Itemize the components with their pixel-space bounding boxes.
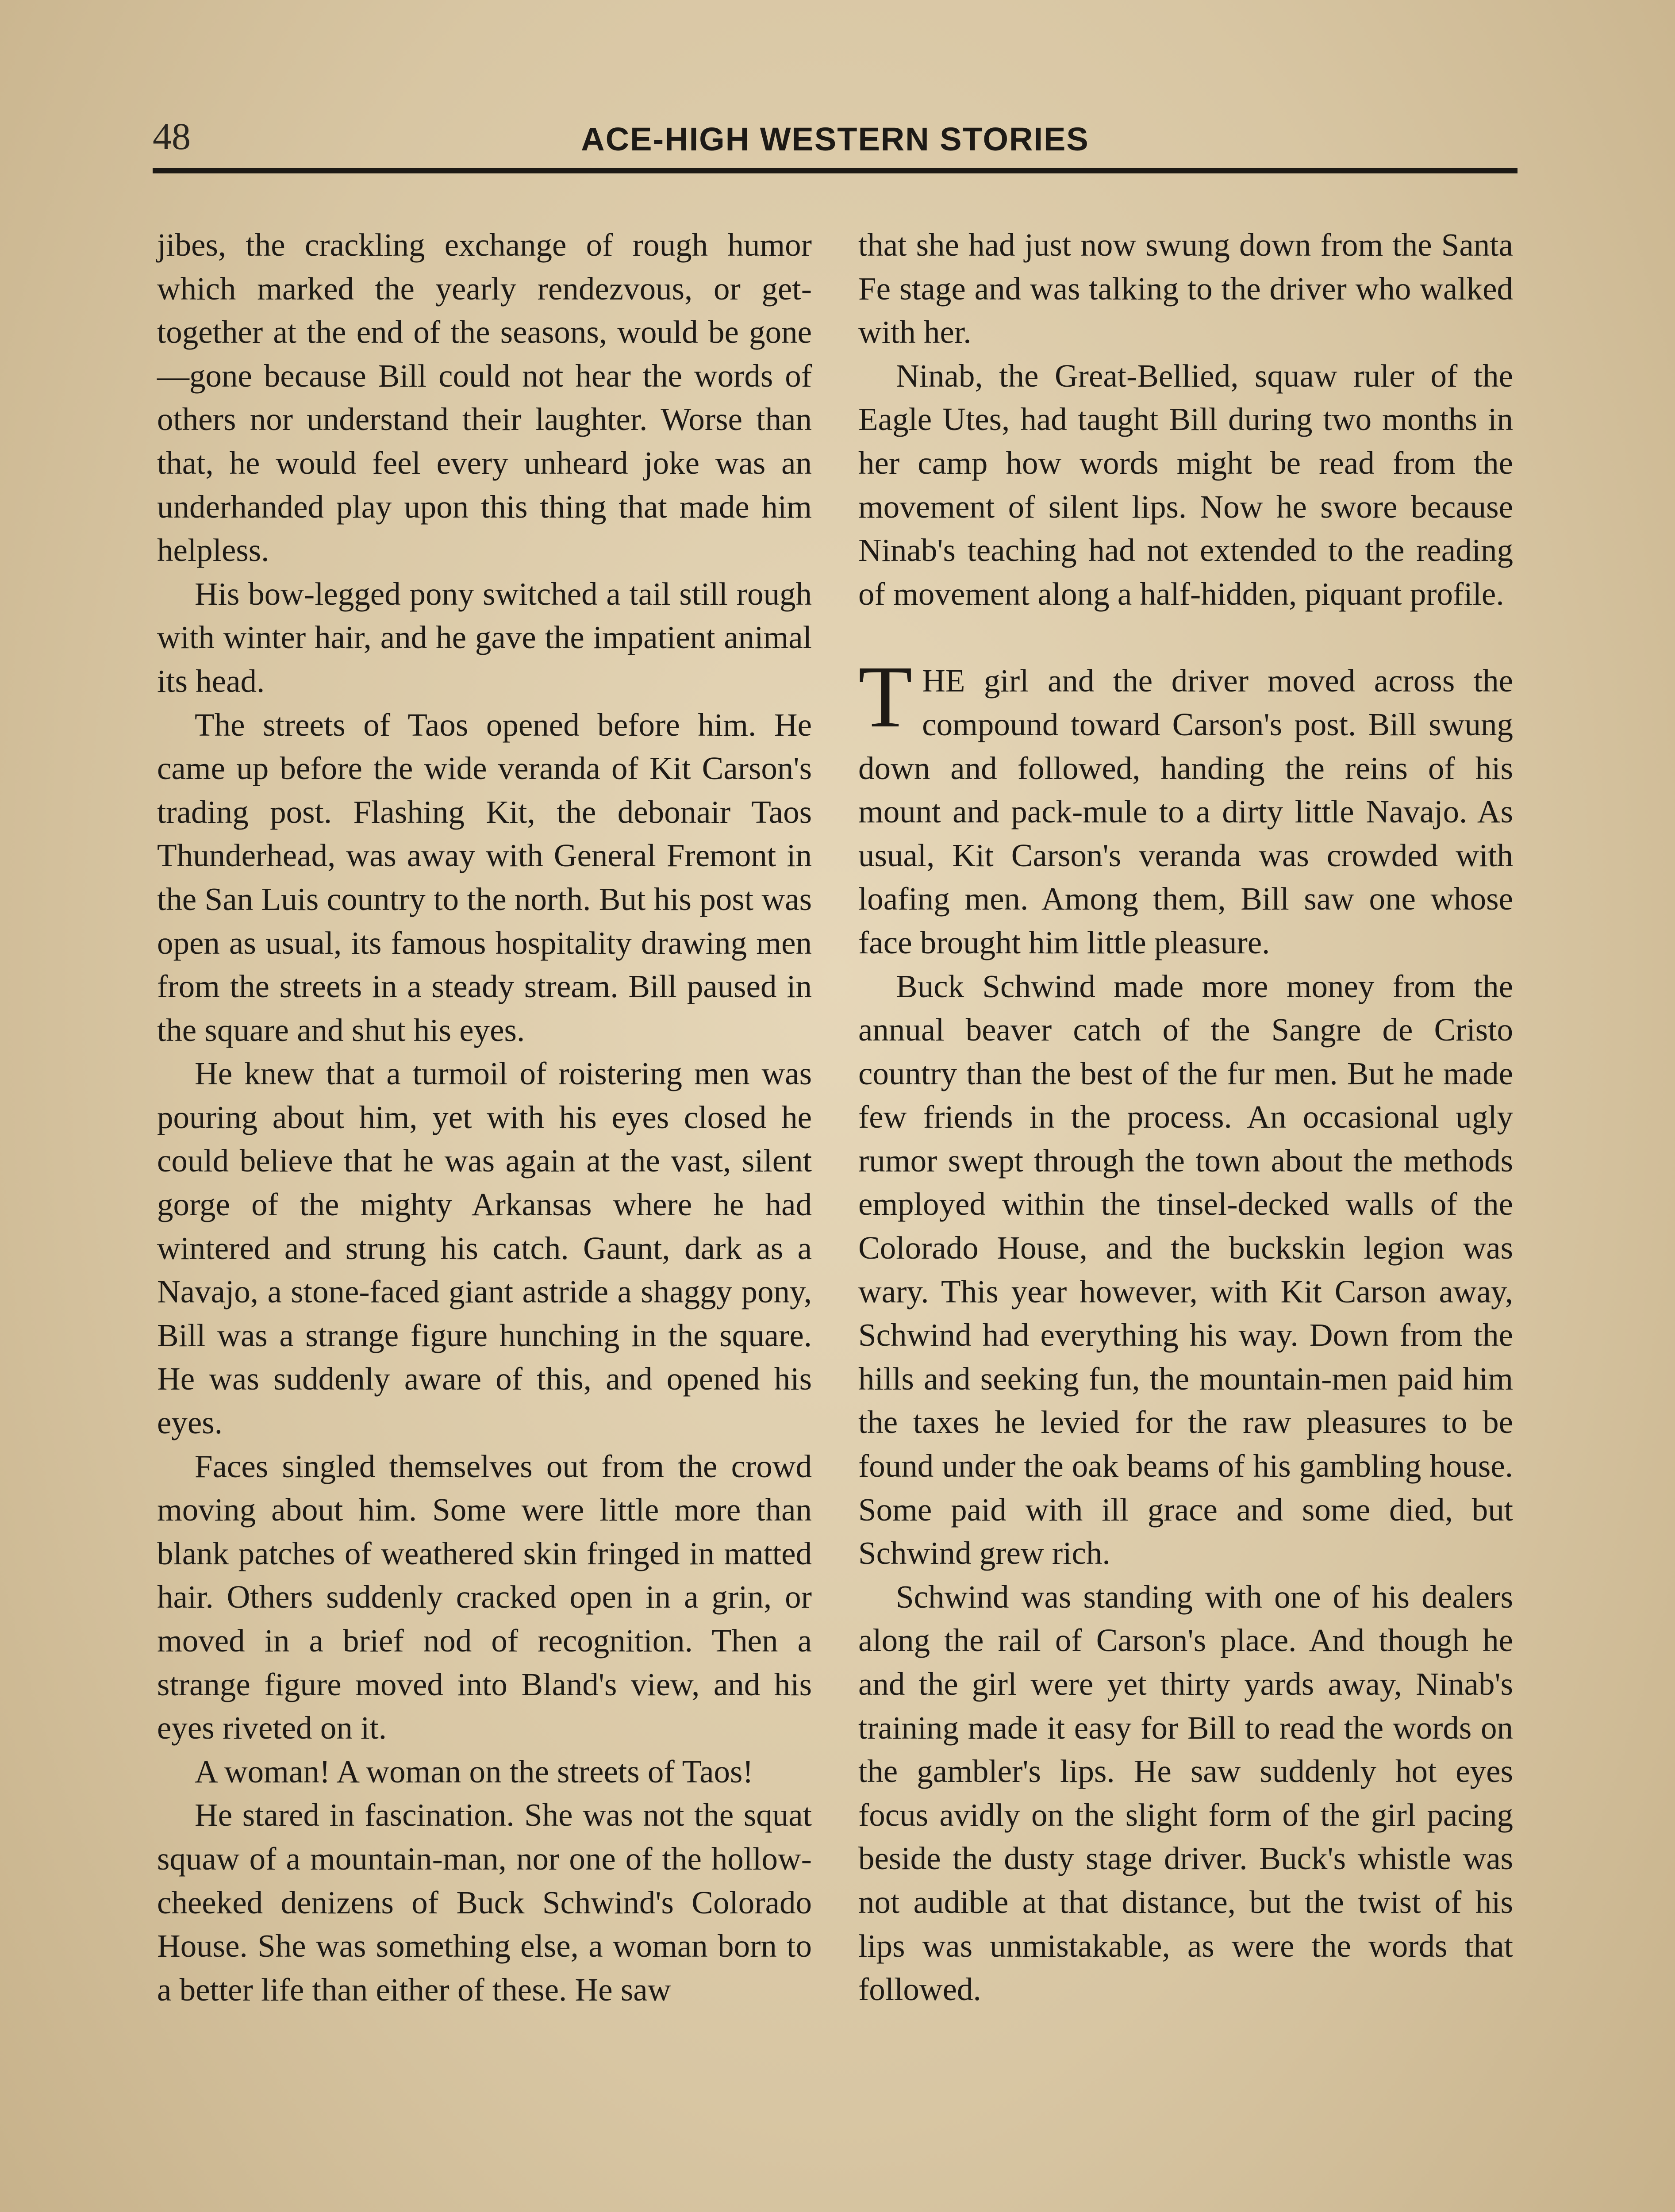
paragraph: Buck Schwind made more money from the annual beaver catch of the Sangre de Cristo country than the best of the fur men. But he made few friends in the process. An occasional ugly rumor swept through the town about the methods employed within the tinsel-decked walls of the Colorado House, and the buckskin legion was wary. This year however, with Kit Carson away, Schwind had everything his way. Down from the hills and seeking fun, the mountain-men paid him the taxes he levied for the raw pleasures to be found under the oak beams of his gambling house. Some paid with ill grace and some died, but Schwind grew rich. (858, 968, 1513, 1571)
paragraph: He stared in fascination. She was not the squat squaw of a mountain-man, nor one of the hollow-cheeked denizens of Buck Schwind's Colorado House. She was something else, a woman born to a better life than either of these. He saw (157, 1797, 812, 2008)
paragraph: jibes, the crackling exchange of rough humor which marked the yearly rendezvous, or get-together at the end of the seasons, would be gone—gone because Bill could not hear the words of others nor understand their laughter. Worse than that, he would feel every unheard joke was an underhanded play upon this thing that made him helpless. (157, 227, 812, 568)
paragraph: A woman! A woman on the streets of Taos! (195, 1753, 753, 1790)
paragraph: His bow-legged pony switched a tail still rough with winter hair, and he gave the impatient animal its head. (157, 576, 812, 699)
page-header (153, 111, 1517, 168)
left-column (157, 223, 812, 2012)
header-rule (153, 168, 1517, 173)
paragraph: Faces singled themselves out from the crowd moving about him. Some were little more than blank patches of weathered skin fringed in matted hair. Others suddenly cracked open in a grin, or moved in a brief nod of recognition. Then a strange figure moved into Bland's view, and his eyes riveted on it. (157, 1448, 812, 1746)
paragraph: that she had just now swung down from the Santa Fe stage and was talking to the driver who walked with her. (858, 227, 1513, 350)
paragraph: The streets of Taos opened before him. He came up before the wide veranda of Kit Carson's trading post. Flashing Kit, the debonair Taos Thunderhead, was away with General Fremont in the San Luis country to the north. But his post was open as usual, its famous hospitality drawing men from the streets in a steady stream. Bill paused in the square and shut his eyes. (157, 707, 812, 1048)
dropcap-paragraph (858, 648, 1513, 964)
right-column (858, 223, 1513, 2012)
paragraph: Schwind was standing with one of his dealers along the rail of Carson's place. And though he and the girl were yet thirty yards away, Ninab's training made it easy for Bill to read the words on the gambler's lips. He saw suddenly hot eyes focus avidly on the slight form of the girl pacing beside the dusty stage driver. Buck's whistle was not audible at that distance, but the twist of his lips was unmistakable, as were the words that followed. (858, 1578, 1513, 2008)
section-break (858, 616, 1513, 659)
page-number: 48 (153, 115, 191, 157)
running-title: ACE-HIGH WESTERN STORIES (581, 121, 1089, 157)
paragraph: He knew that a turmoil of roistering men was pouring about him, yet with his eyes closed he could believe that he was again at the vast, silent gorge of the mighty Arkansas where he had wintered and strung his catch. Gaunt, dark as a Navajo, a stone-faced giant astride a shaggy pony, Bill was a strange figure hunching in the square. He was suddenly aware of this, and opened his eyes. (157, 1056, 812, 1441)
paragraph: Ninab, the Great-Bellied, squaw ruler of the Eagle Utes, had taught Bill during two months in her camp how words might be read from the movement of silent lips. Now he swore because Ninab's teaching had not extended to the reading of movement along a half-hidden, piquant profile. (858, 357, 1513, 612)
drop-cap: T (858, 648, 913, 746)
dropcap-paragraph-text: HE girl and the driver moved across the compound toward Carson's post. Bill swung down and followed, handing the reins of his mount and pack-mule to a dirty little Navajo. As usual, Kit Carson's veranda was crowded with loafing men. Among them, Bill saw one whose face brought him little pleasure. (858, 663, 1513, 960)
